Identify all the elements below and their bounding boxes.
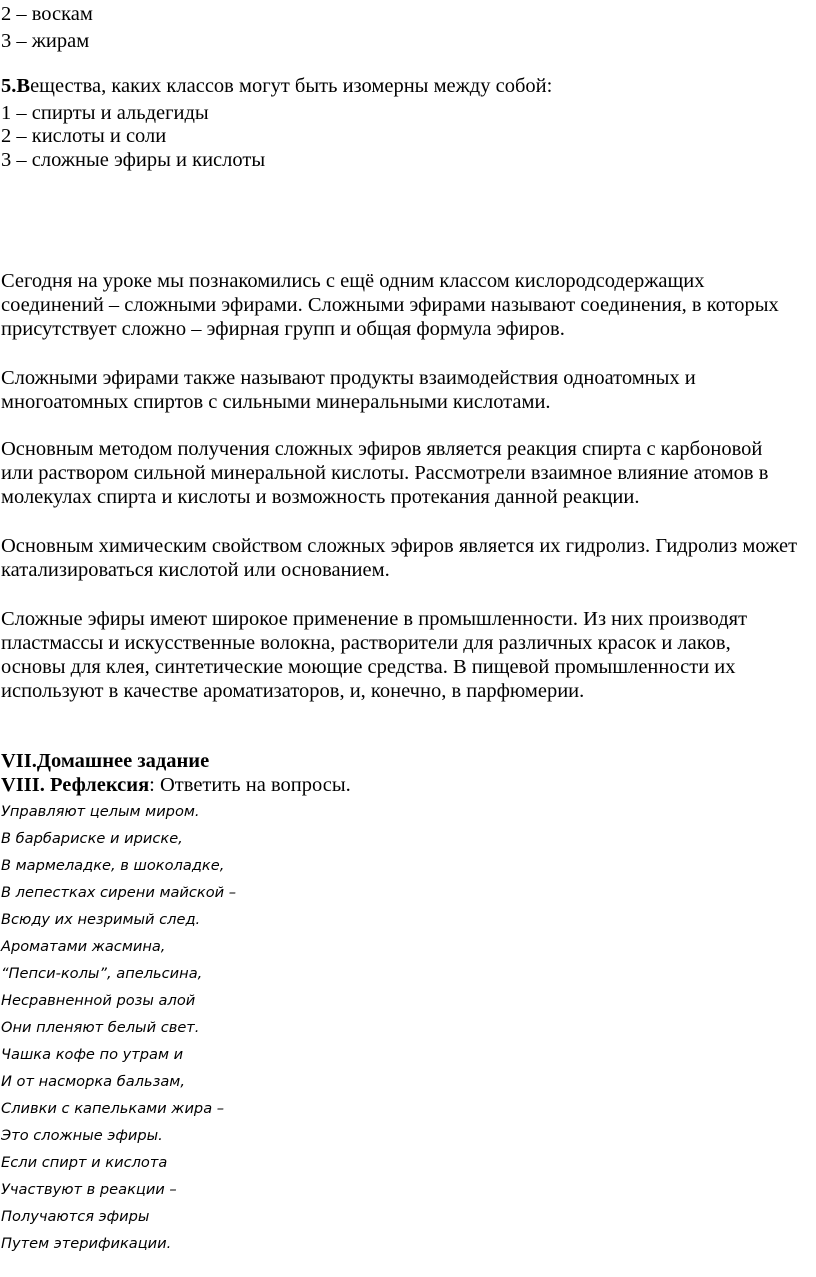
poem-line: Всюду их незримый след. <box>1 911 201 928</box>
paragraph-line: Сложными эфирами также называют продукты взаимодействия одноатомных и <box>1 367 696 389</box>
answer-option: 3 – сложные эфиры и кислоты <box>1 149 266 171</box>
paragraph-line: присутствует сложно – эфирная групп и общая формула эфиров. <box>1 318 565 340</box>
poem-line: И от насморка бальзам, <box>1 1073 185 1090</box>
paragraph-line: Сегодня на уроке мы познакомились с ещё одним классом кислородсодержащих <box>1 270 705 292</box>
section-title: VIII. Рефлексия <box>1 774 150 796</box>
poem-line: Они пленяют белый свет. <box>1 1019 200 1036</box>
paragraph-line: Сложные эфиры имеют широкое применение в промышленности. Из них производят <box>1 608 748 630</box>
poem-line: Чашка кофе по утрам и <box>1 1046 184 1063</box>
poem-line: Несравненной розы алой <box>1 992 196 1009</box>
poem-line: Если спирт и кислота <box>1 1154 168 1171</box>
answer-option: 2 – воскам <box>1 3 93 25</box>
poem-line: Это сложные эфиры. <box>1 1127 163 1144</box>
question-5 <box>1 73 552 100</box>
poem-line: Ароматами жасмина, <box>1 938 166 955</box>
paragraph-line: катализироваться кислотой или основанием. <box>1 559 390 581</box>
paragraph-line: многоатомных спиртов с сильными минеральными кислотами. <box>1 391 551 413</box>
poem-line: Управляют целым миром. <box>1 803 200 820</box>
poem-line: В лепестках сирени майской – <box>1 884 237 901</box>
question-text: ещества, каких классов могут быть изомерны между собой: <box>30 75 553 97</box>
paragraph-line: соединений – сложными эфирами. Сложными эфирами называют соединения, в которых <box>1 294 779 316</box>
poem-line: “Пепси-колы”, апельсина, <box>1 965 203 982</box>
answer-option: 1 – спирты и альдегиды <box>1 102 209 124</box>
paragraph-line: молекулах спирта и кислоты и возможность протекания данной реакции. <box>1 486 640 508</box>
paragraph-line: Основным химическим свойством сложных эфиров является их гидролиз. Гидролиз может <box>1 535 798 557</box>
poem-line: В мармеладке, в шоколадке, <box>1 857 225 874</box>
section-heading-homework: VII.Домашнее задание <box>1 750 210 772</box>
answer-option: 2 – кислоты и соли <box>1 125 167 147</box>
paragraph-line: используют в качестве ароматизаторов, и, конечно, в парфюмерии. <box>1 680 585 702</box>
paragraph-line: или раствором сильной минеральной кислоты. Рассмотрели взаимное влияние атомов в <box>1 462 769 484</box>
section-text: : Ответить на вопросы. <box>149 774 351 796</box>
answer-option: 3 – жирам <box>1 30 90 52</box>
poem-line: Получаются эфиры <box>1 1208 150 1225</box>
poem-line: Путем этерификации. <box>1 1235 172 1252</box>
poem-line: Сливки с капельками жира – <box>1 1100 225 1117</box>
poem-line: В барбариске и ириске, <box>1 830 183 847</box>
paragraph-line: основы для клея, синтетические моющие средства. В пищевой промышленности их <box>1 656 736 678</box>
paragraph-line: пластмассы и искусственные волокна, растворители для различных красок и лаков, <box>1 632 731 654</box>
poem-line: Участвуют в реакции – <box>1 1181 177 1198</box>
section-heading-reflection <box>1 772 351 799</box>
paragraph-line: Основным методом получения сложных эфиров является реакция спирта с карбоновой <box>1 438 763 460</box>
question-number: 5.В <box>1 75 31 97</box>
